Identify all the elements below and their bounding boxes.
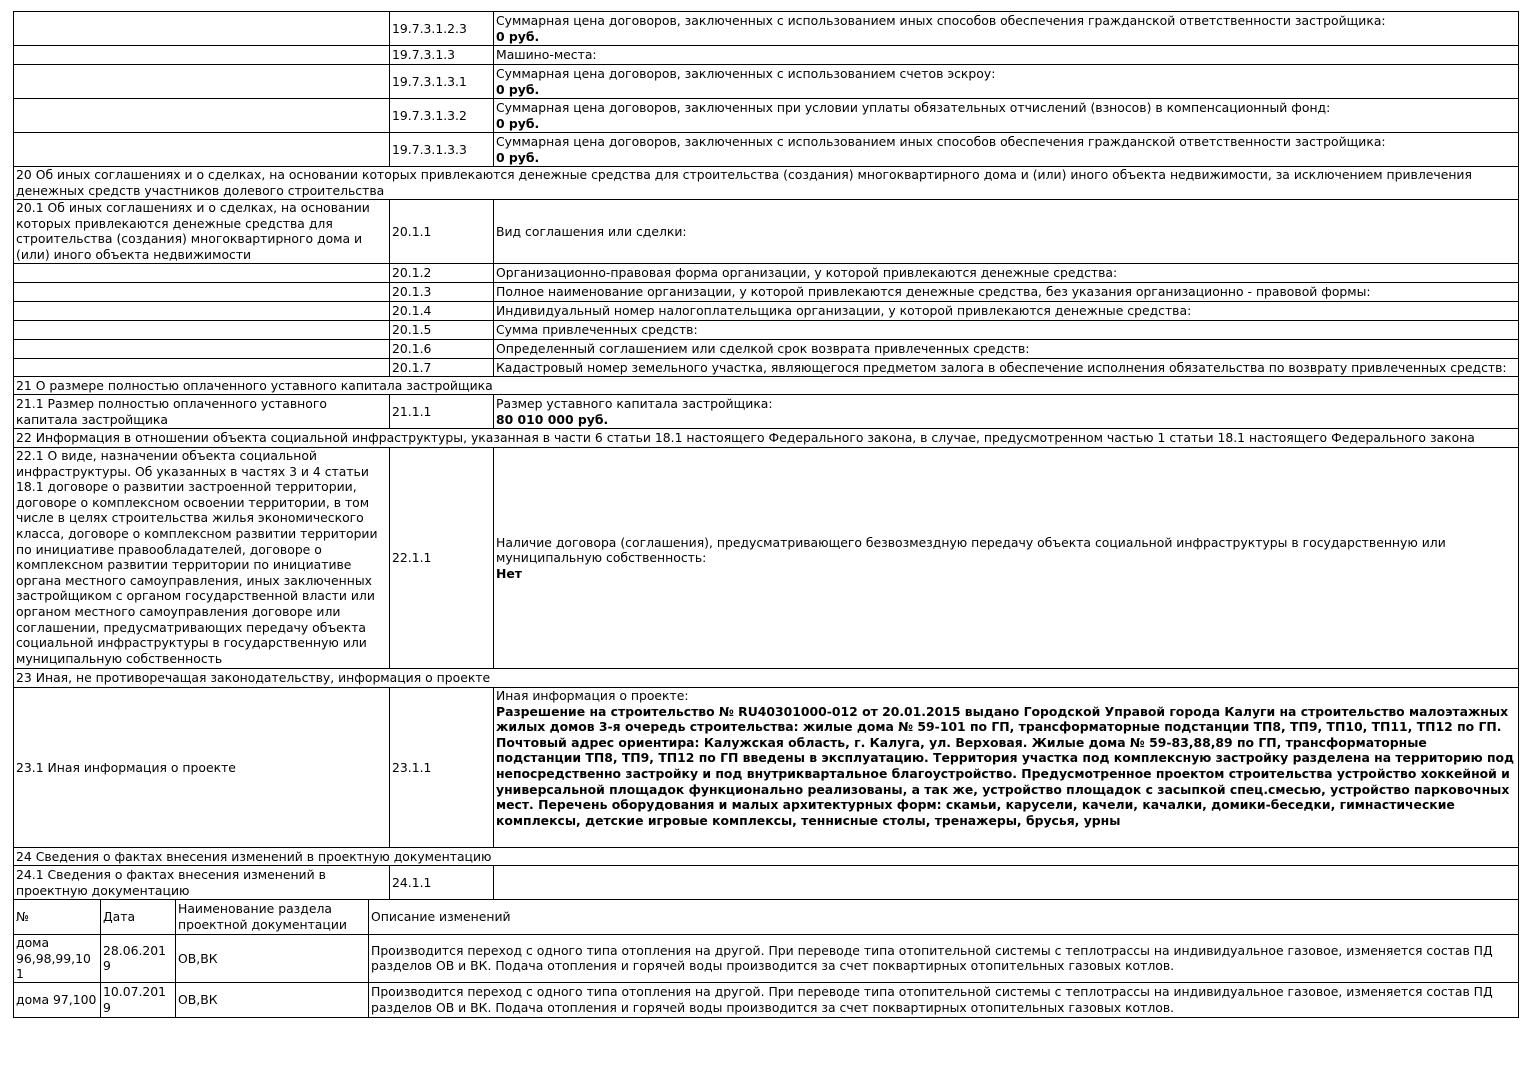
table-row	[14, 688, 1519, 848]
item-content	[494, 395, 1519, 429]
item-label: Наличие договора (соглашения), предусматривающего безвозмездную передачу объекта социальной инфраструктуры в государственную или муниципальную собственность:	[496, 534, 1446, 566]
item-label: Сумма привлеченных средств:	[494, 321, 1519, 340]
item-value: Нет	[496, 565, 522, 581]
header-description: Описание изменений	[369, 900, 1519, 935]
item-label: Суммарная цена договоров, заключенных при условии уплаты обязательных отчислений (взносов) в компенсационный фонд:	[496, 99, 1331, 115]
subsection-title: 20.1 Об иных соглашениях и о сделках, на основании которых привлекаются денежные средства для строительства (создания) многоквартирного дома и (или) иного объекта недвижимости	[14, 200, 390, 264]
table-row	[14, 12, 1519, 46]
empty-cell	[14, 133, 390, 167]
table-row	[14, 866, 1519, 900]
empty-cell	[14, 321, 390, 340]
item-content	[494, 99, 1519, 133]
table-row	[14, 935, 1519, 983]
table-row	[14, 340, 1519, 359]
changes-header-row	[14, 900, 1519, 935]
disclosure-table	[13, 11, 1519, 900]
item-value: 0 руб.	[496, 28, 540, 44]
item-value: 0 руб.	[496, 81, 540, 97]
table-row	[14, 395, 1519, 429]
section-title: 23 Иная, не противоречащая законодательству, информация о проекте	[14, 669, 1519, 688]
section-header-22	[14, 429, 1519, 448]
item-code: 24.1.1	[390, 866, 494, 900]
table-row	[14, 200, 1519, 264]
change-num: дома 96,98,99,101	[14, 935, 101, 983]
item-value: 0 руб.	[496, 149, 540, 165]
subsection-title: 23.1 Иная информация о проекте	[14, 688, 390, 848]
table-row	[14, 46, 1519, 65]
change-description: Производится переход с одного типа отопления на другой. При переводе типа отопительной системы с теплотрассы на индивидуальное газовое, изменяется состав ПД разделов ОВ и ВК. Подача отопления и горячей воды производится за счет поквартирных отопительных газовых котлов.	[369, 935, 1519, 983]
item-label: Иная информация о проекте:	[496, 688, 689, 703]
empty-cell	[14, 264, 390, 283]
item-code: 19.7.3.1.3.3	[390, 133, 494, 167]
item-label: Суммарная цена договоров, заключенных с использованием счетов эскроу:	[496, 65, 996, 81]
item-code: 19.7.3.1.3.2	[390, 99, 494, 133]
section-title: 22 Информация в отношении объекта социальной инфраструктуры, указанная в части 6 статьи 18.1 настоящего Федерального закона, в случае, предусмотренном частью 1 статьи 18.1 настоящего Федерального закона	[14, 429, 1519, 448]
item-label: Машино-места:	[494, 46, 1519, 65]
item-code: 19.7.3.1.3.1	[390, 65, 494, 99]
table-row	[14, 133, 1519, 167]
item-label: Кадастровый номер земельного участка, являющегося предметом залога в обеспечение исполнения обязательства по возврату привлеченных средств:	[494, 359, 1519, 377]
change-description: Производится переход с одного типа отопления на другой. При переводе типа отопительной системы с теплотрассы на индивидуальное газовое, изменяется состав ПД разделов ОВ и ВК. Подача отопления и горячей воды производится за счет поквартирных отопительных газовых котлов.	[369, 982, 1519, 1017]
table-row	[14, 321, 1519, 340]
item-content	[494, 448, 1519, 669]
table-row	[14, 982, 1519, 1017]
item-label: Полное наименование организации, у которой привлекаются денежные средства, без указания организационно - правовой формы:	[494, 283, 1519, 302]
subsection-title: 24.1 Сведения о фактах внесения изменений в проектную документацию	[14, 866, 390, 900]
item-code: 21.1.1	[390, 395, 494, 429]
section-header-21	[14, 377, 1519, 395]
document-page	[13, 11, 1518, 1018]
empty-cell	[14, 46, 390, 65]
item-code: 22.1.1	[390, 448, 494, 669]
item-label: Организационно-правовая форма организации, у которой привлекаются денежные средства:	[494, 264, 1519, 283]
header-date: Дата	[101, 900, 176, 935]
change-section: ОВ,ВК	[176, 982, 369, 1017]
item-label: Вид соглашения или сделки:	[494, 200, 1519, 264]
header-section: Наименование раздела проектной документации	[176, 900, 369, 935]
empty-cell	[14, 302, 390, 321]
item-code: 20.1.1	[390, 200, 494, 264]
item-content	[494, 133, 1519, 167]
item-code: 20.1.5	[390, 321, 494, 340]
item-content	[494, 65, 1519, 99]
item-label: Суммарная цена договоров, заключенных с использованием иных способов обеспечения гражданской ответственности застройщика:	[496, 133, 1386, 149]
empty-cell	[14, 65, 390, 99]
section-title: 20 Об иных соглашениях и о сделках, на основании которых привлекаются денежные средства для строительства (создания) многоквартирного дома и (или) иного объекта недвижимости, за исключением привлечения денежных средств участников долевого строительства	[14, 167, 1519, 200]
change-date: 28.06.2019	[101, 935, 176, 983]
item-label: Индивидуальный номер налогоплательщика организации, у которой привлекаются денежные средства:	[494, 302, 1519, 321]
item-code: 19.7.3.1.2.3	[390, 12, 494, 46]
item-code: 20.1.6	[390, 340, 494, 359]
table-row	[14, 283, 1519, 302]
item-value: 0 руб.	[496, 115, 540, 131]
table-row	[14, 65, 1519, 99]
section-header-24	[14, 848, 1519, 866]
item-code: 20.1.3	[390, 283, 494, 302]
table-row	[14, 264, 1519, 283]
empty-cell	[14, 359, 390, 377]
changes-table	[13, 899, 1519, 1018]
item-value: 80 010 000 руб.	[496, 411, 609, 427]
empty-cell	[14, 12, 390, 46]
header-num: №	[14, 900, 101, 935]
table-row	[14, 448, 1519, 669]
table-row	[14, 99, 1519, 133]
section-title: 21 О размере полностью оплаченного уставного капитала застройщика	[14, 377, 1519, 395]
item-code: 23.1.1	[390, 688, 494, 848]
item-label: Определенный соглашением или сделкой срок возврата привлеченных средств:	[494, 340, 1519, 359]
change-section: ОВ,ВК	[176, 935, 369, 983]
change-date: 10.07.2019	[101, 982, 176, 1017]
change-num: дома 97,100	[14, 982, 101, 1017]
subsection-title: 22.1 О виде, назначении объекта социальной инфраструктуры. Об указанных в частях 3 и 4 статьи 18.1 договоре о развитии застроенной территории, договоре о комплексном освоении территории, в том числе в целях строительства жилья экономического класса, договоре о комплексном развитии территории по инициативе правообладателей, договоре о комплексном развитии территории по инициативе органа местного самоуправления, иных заключенных застройщиком с органом государственной власти или органом местного самоуправления договоре или соглашении, предусматривающих передачу объекта социальной инфраструктуры в государственную или муниципальную собственность	[14, 448, 390, 669]
item-code: 20.1.2	[390, 264, 494, 283]
table-row	[14, 359, 1519, 377]
empty-cell	[14, 283, 390, 302]
item-value	[494, 866, 1519, 900]
item-content	[494, 688, 1519, 848]
item-label: Суммарная цена договоров, заключенных с использованием иных способов обеспечения гражданской ответственности застройщика:	[496, 12, 1386, 28]
table-row	[14, 302, 1519, 321]
section-header-20	[14, 167, 1519, 200]
item-code: 20.1.4	[390, 302, 494, 321]
empty-cell	[14, 340, 390, 359]
section-title: 24 Сведения о фактах внесения изменений в проектную документацию	[14, 848, 1519, 866]
empty-cell	[14, 99, 390, 133]
item-content	[494, 12, 1519, 46]
item-code: 20.1.7	[390, 359, 494, 377]
item-value: Разрешение на строительство № RU40301000-012 от 20.01.2015 выдано Городской Управой города Калуги на строительство малоэтажных жилых домов 3-я очередь строительства: жилые дома № 59-101 по ГП, трансформаторные подстанции ТП8, ТП9, ТП10, ТП11, ТП12 по ГП. Почтовый адрес ориентира: Калужская область, г. Калуга, ул. Верховая. Жилые дома № 59-83,88,89 по ГП, трансформаторные подстанции ТП8, ТП9, ТП12 по ГП введены в эксплуатацию. Территория участка под комплексную застройку разделена на территорию под непосредственно застройку и под внутриквартальное благоустройство. Предусмотренное проектом строительства устройство хоккейной и универсальной площадок функционально реализованы, а так же, устройство площадок с засыпкой спец.смесью, устройство парковочных мест. Перечень оборудования и малых архитектурных форм: скамьи, карусели, качели, качалки, домики-беседки, гимнастические комплексы, детские игровые комплексы, теннисные столы, тренажеры, брусья, урны	[496, 703, 1515, 828]
item-label: Размер уставного капитала застройщика:	[496, 395, 773, 411]
section-header-23	[14, 669, 1519, 688]
subsection-title: 21.1 Размер полностью оплаченного уставного капитала застройщика	[14, 395, 390, 429]
item-code: 19.7.3.1.3	[390, 46, 494, 65]
